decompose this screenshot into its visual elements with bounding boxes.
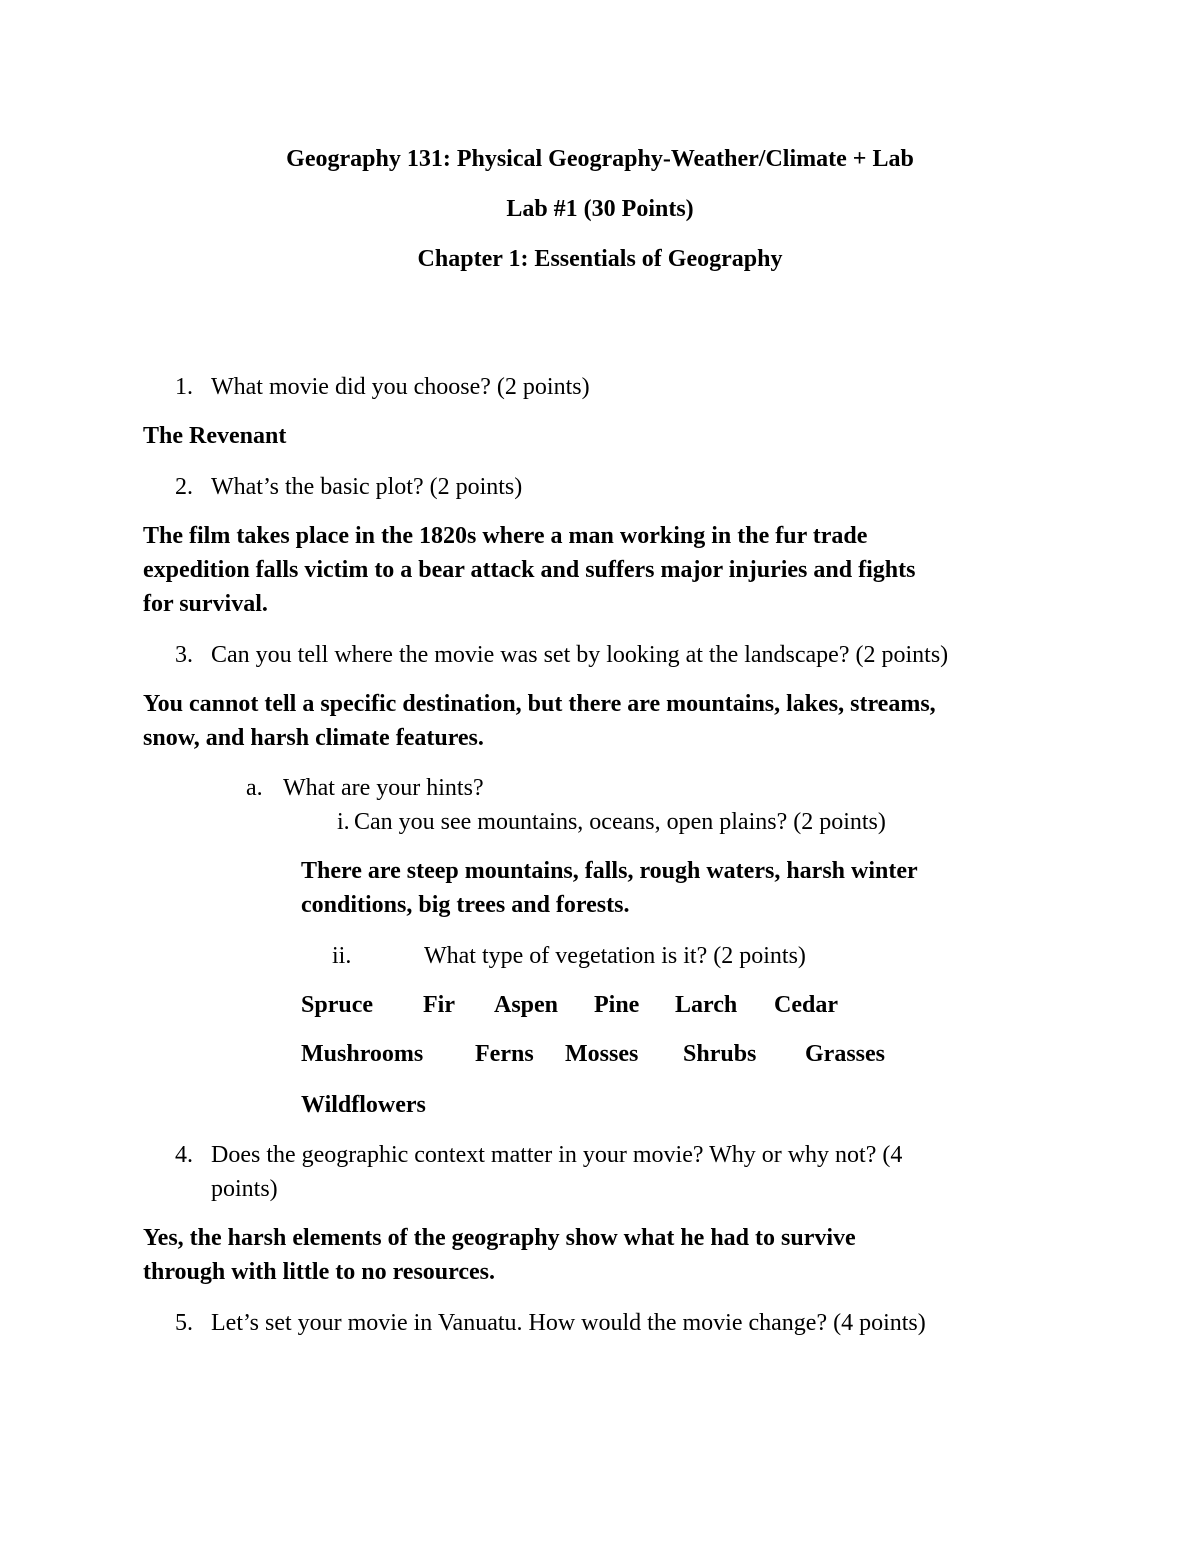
q3a-i-question: Can you see mountains, oceans, open plains? (2 points) (354, 809, 886, 835)
q3a-i-answer-line-1: There are steep mountains, falls, rough waters, harsh winter (301, 858, 918, 884)
q3a-ii-question: What type of vegetation is it? (2 points) (424, 943, 806, 969)
q4-number: 4. (175, 1142, 193, 1168)
q5-question: Let’s set your movie in Vanuatu. How would the movie change? (4 points) (211, 1310, 926, 1336)
q2-answer-line-2: expedition falls victim to a bear attack and suffers major injuries and fights (143, 557, 916, 583)
vegetation-item: Shrubs (683, 1041, 757, 1067)
q3-answer-line-2: snow, and harsh climate features. (143, 725, 484, 751)
course-title: Geography 131: Physical Geography-Weather/Climate + Lab (286, 146, 914, 172)
q3-question: Can you tell where the movie was set by looking at the landscape? (2 points) (211, 642, 949, 668)
vegetation-item: Pine (594, 992, 640, 1018)
vegetation-item: Cedar (774, 992, 838, 1018)
q2-answer-line-3: for survival. (143, 591, 268, 617)
q4-answer-line-2: through with little to no resources. (143, 1259, 495, 1285)
vegetation-item: Larch (675, 992, 738, 1018)
vegetation-item: Wildflowers (301, 1092, 426, 1118)
q4-question-line-2: points) (211, 1176, 278, 1202)
q3-answer-line-1: You cannot tell a specific destination, but there are mountains, lakes, streams, (143, 691, 936, 717)
q2-question: What’s the basic plot? (2 points) (211, 474, 523, 500)
q4-question-line-1: Does the geographic context matter in your movie? Why or why not? (4 (211, 1142, 903, 1168)
q1-question: What movie did you choose? (2 points) (211, 374, 590, 400)
vegetation-item: Fir (423, 992, 455, 1018)
q3a-i-answer-line-2: conditions, big trees and forests. (301, 892, 630, 918)
q2-answer-line-1: The film takes place in the 1820s where a man working in the fur trade (143, 523, 868, 549)
q5-number: 5. (175, 1310, 193, 1336)
vegetation-item: Ferns (475, 1041, 534, 1067)
chapter-title: Chapter 1: Essentials of Geography (417, 246, 783, 272)
q3-number: 3. (175, 642, 193, 668)
q3a-ii-numeral: ii. (332, 943, 352, 969)
lab-title: Lab #1 (30 Points) (506, 196, 694, 222)
vegetation-item: Mushrooms (301, 1041, 424, 1067)
vegetation-item: Grasses (805, 1041, 885, 1067)
q2-number: 2. (175, 474, 193, 500)
q3a-question: What are your hints? (283, 775, 484, 801)
q1-number: 1. (175, 374, 193, 400)
vegetation-item: Aspen (494, 992, 559, 1018)
q4-answer-line-1: Yes, the harsh elements of the geography show what he had to survive (143, 1225, 856, 1251)
q3a-i-numeral: i. (337, 809, 350, 835)
q1-answer: The Revenant (143, 423, 287, 449)
q3a-letter: a. (246, 775, 263, 801)
vegetation-item: Mosses (565, 1041, 639, 1067)
vegetation-item: Spruce (301, 992, 373, 1018)
